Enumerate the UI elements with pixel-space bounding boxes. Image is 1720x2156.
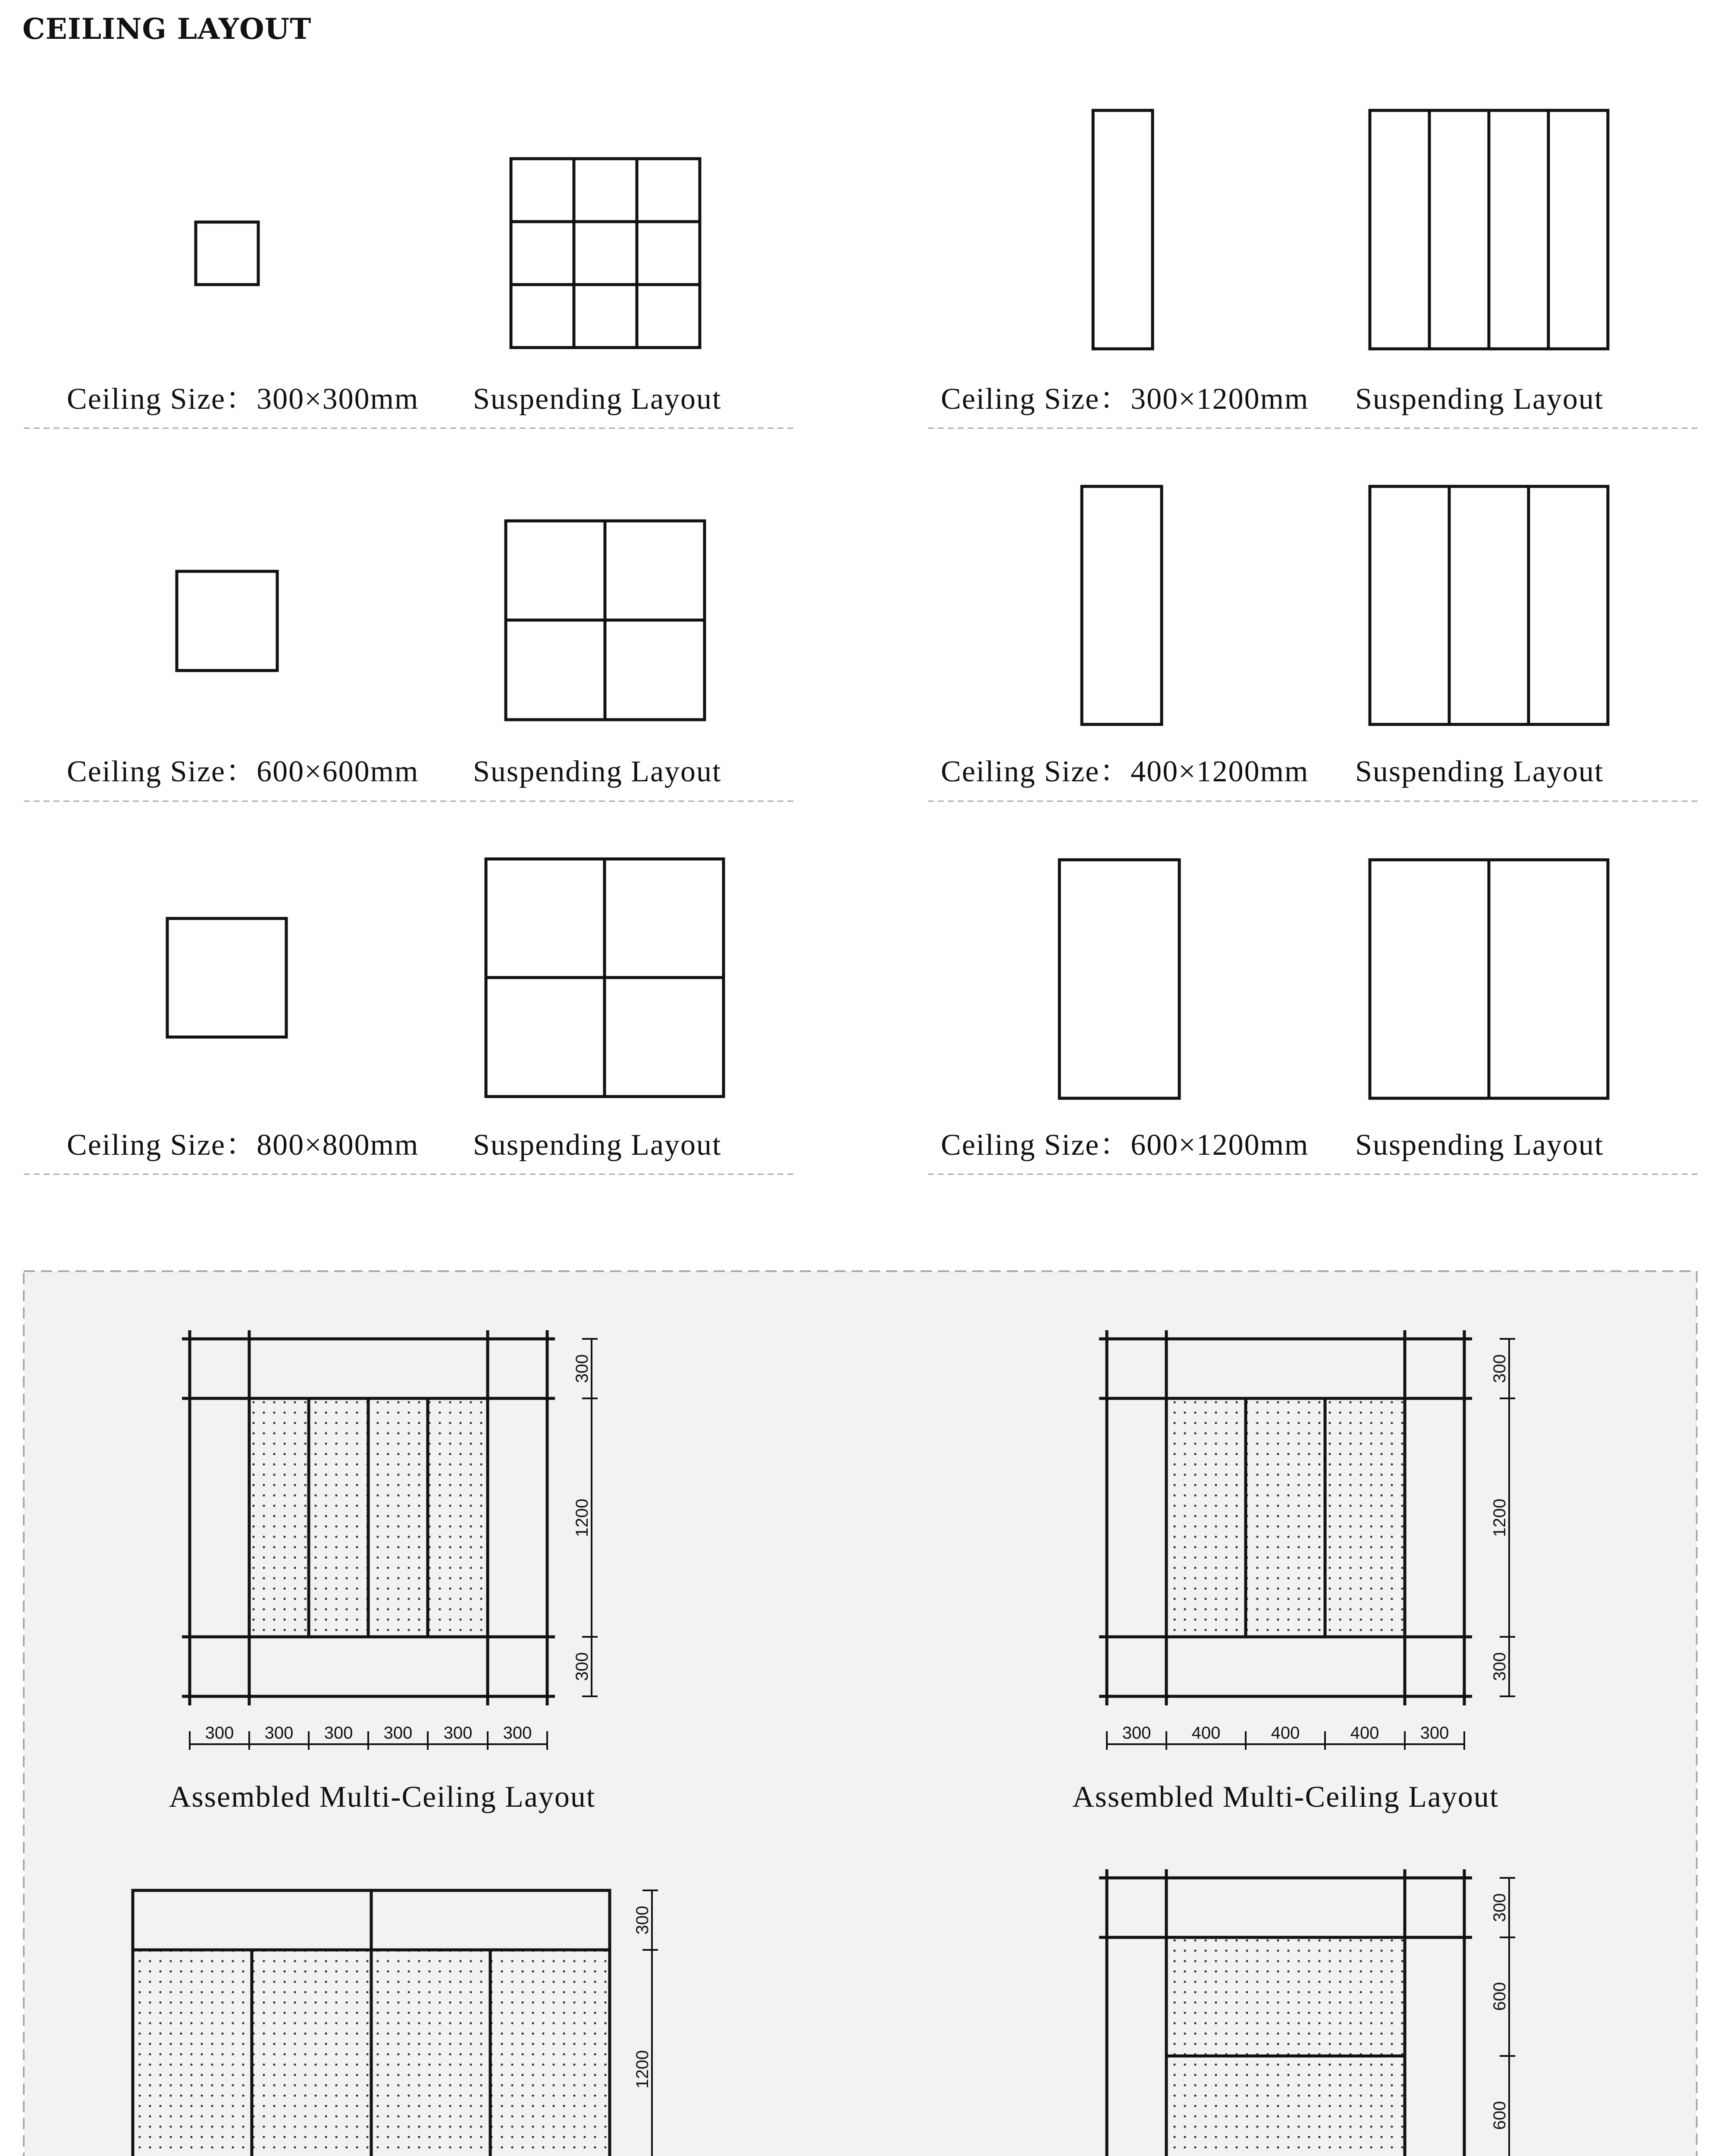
suspending-grid-400x1200: [1370, 486, 1608, 724]
dim-label: 300: [573, 1652, 592, 1681]
dim-label: 400: [1191, 1724, 1221, 1742]
ceiling-tile-600x600: [177, 571, 277, 671]
suspending-layout-label: Suspending Layout: [1355, 755, 1604, 788]
ceiling-size-label: Ceiling Size：600×1200mm: [941, 1128, 1309, 1162]
dim-label: 400: [1271, 1724, 1300, 1742]
dim-label: 300: [633, 1905, 652, 1935]
dim-label: 300: [503, 1724, 532, 1742]
dim-label: 1200: [1490, 1498, 1509, 1537]
ceiling-tile-300x300: [196, 222, 258, 285]
suspending-layout-label: Suspending Layout: [473, 382, 722, 416]
dim-label: 300: [443, 1724, 473, 1742]
dim-label: 400: [1350, 1724, 1379, 1742]
suspending-grid-600x600: [506, 521, 705, 720]
dim-label: 300: [264, 1724, 294, 1742]
page-title: CEILING LAYOUT: [22, 12, 312, 46]
suspending-layout-label: Suspending Layout: [1355, 382, 1604, 416]
suspending-layout-label: Suspending Layout: [473, 1128, 722, 1162]
dim-label: 1200: [573, 1498, 592, 1537]
ceiling-size-label: Ceiling Size：400×1200mm: [941, 755, 1309, 788]
ceiling-size-label: Ceiling Size：300×300mm: [67, 382, 419, 416]
dim-label: 300: [1490, 1652, 1509, 1681]
suspending-grid-300x1200: [1370, 110, 1608, 349]
dim-label: 300: [1420, 1724, 1449, 1742]
suspending-grid-800x800: [486, 859, 724, 1097]
dim-label: 300: [324, 1724, 353, 1742]
ceiling-tile-800x800: [167, 918, 286, 1037]
dim-label: 300: [1490, 1354, 1509, 1383]
dim-label: 600: [1490, 1982, 1509, 2011]
dim-label: 1200: [633, 2050, 652, 2089]
suspending-grid-300x300: [511, 159, 700, 348]
dim-label: 300: [383, 1724, 413, 1742]
ceiling-tile-600x1200: [1059, 860, 1179, 1098]
suspending-layout-label: Suspending Layout: [473, 755, 722, 788]
assembled-caption: Assembled Multi-Ceiling Layout: [1072, 1780, 1499, 1814]
dim-label: 300: [205, 1724, 234, 1742]
suspending-grid-600x1200: [1370, 860, 1608, 1098]
dim-label: 600: [1490, 2101, 1509, 2130]
ceiling-tile-400x1200: [1082, 486, 1162, 724]
ceiling-size-label: Ceiling Size：300×1200mm: [941, 382, 1309, 416]
dim-label: 300: [573, 1354, 592, 1383]
dim-label: 300: [1122, 1724, 1151, 1742]
ceiling-size-label: Ceiling Size：800×800mm: [67, 1128, 419, 1162]
dim-label: 300: [1490, 1893, 1509, 1922]
assembled-caption: Assembled Multi-Ceiling Layout: [169, 1780, 596, 1814]
ceiling-shapes: [167, 110, 1608, 1098]
ceiling-tile-300x1200: [1093, 110, 1153, 349]
suspending-layout-label: Suspending Layout: [1355, 1128, 1604, 1162]
ceiling-size-label: Ceiling Size：600×600mm: [67, 755, 419, 788]
